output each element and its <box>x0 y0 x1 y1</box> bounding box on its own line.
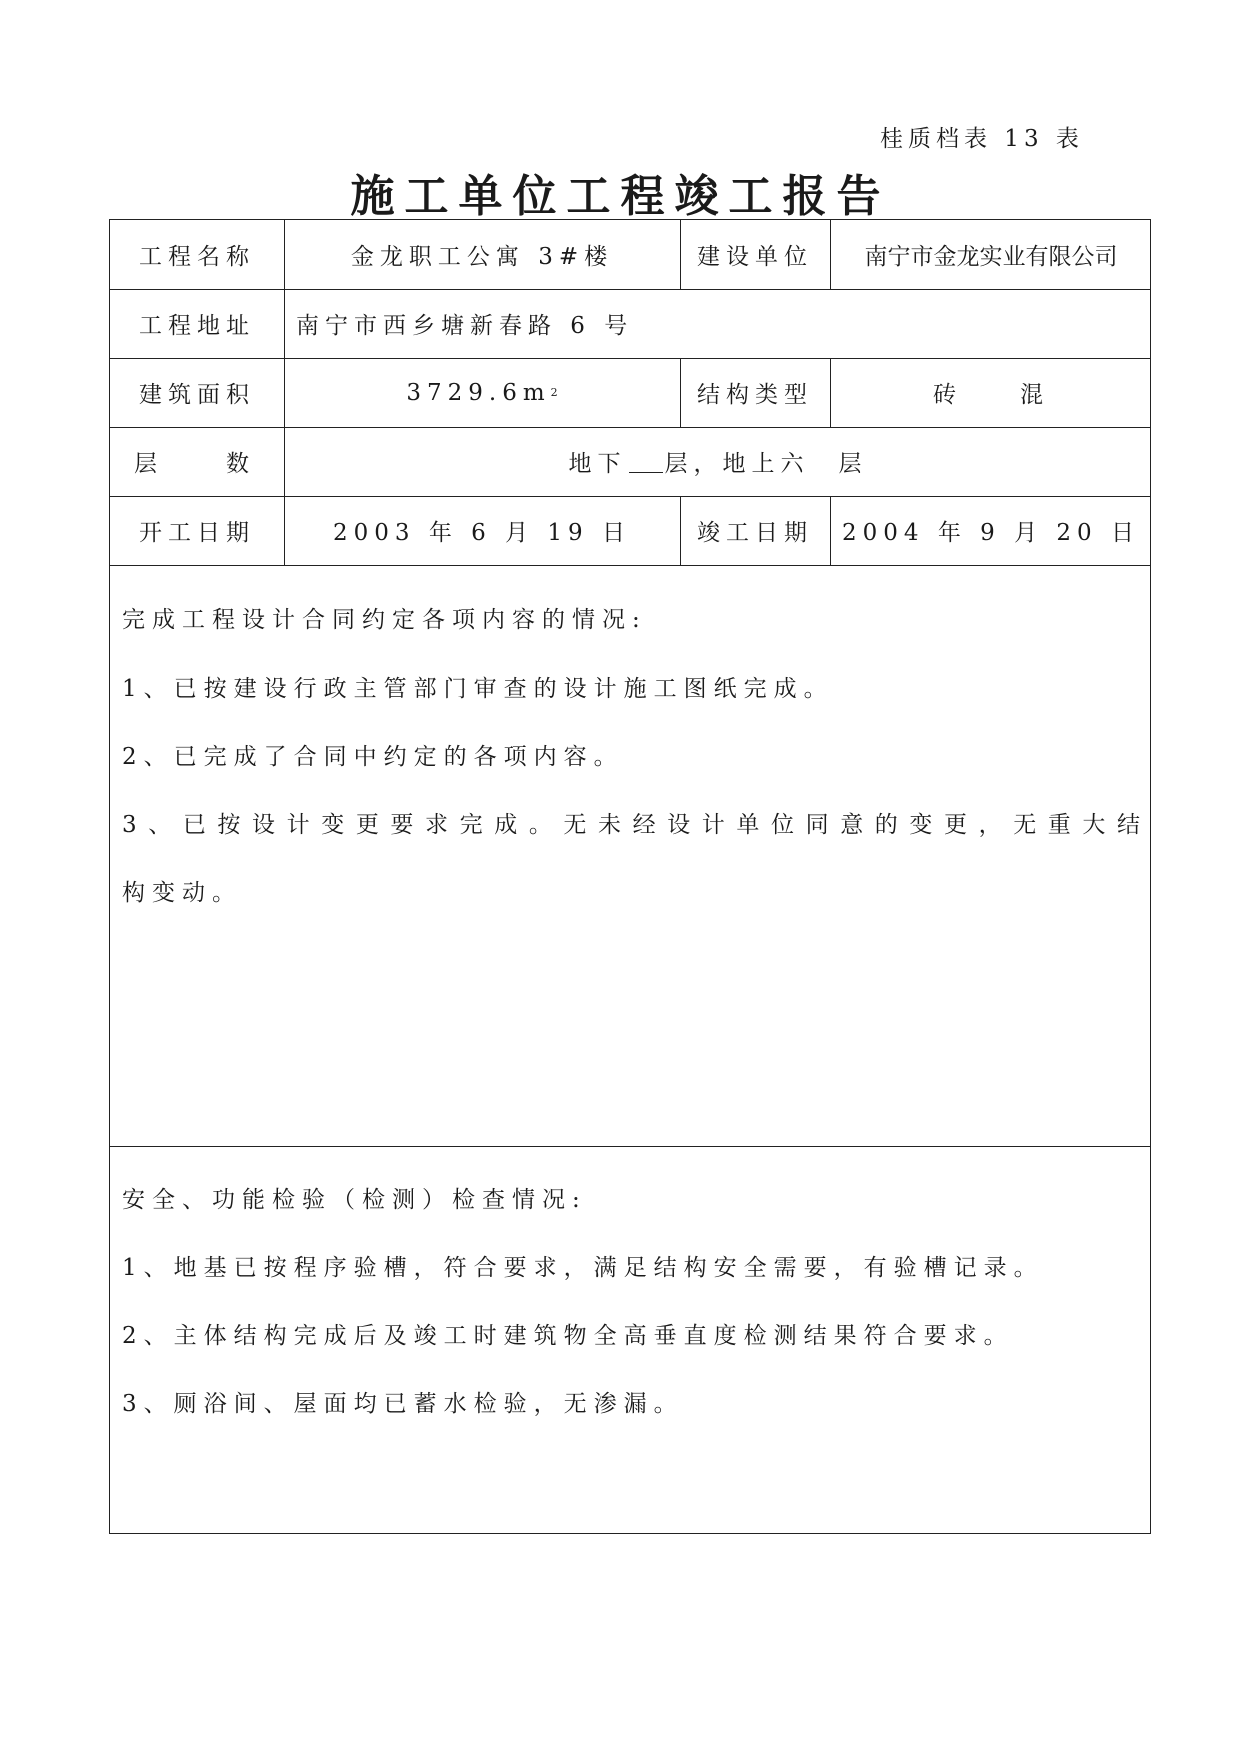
floors-below-blank <box>629 450 663 473</box>
floors-below-prefix: 地下 <box>568 451 627 477</box>
builder-label: 建设单位 <box>697 244 813 270</box>
area-unit-superscript: 2 <box>550 386 558 399</box>
contract-item: 2、已完成了合同中约定的各项内容。 <box>122 744 624 770</box>
structure-value: 砖 混 <box>933 382 1049 408</box>
safety-item: 1、地基已按程序验槽，符合要求，满足结构安全需要，有验槽记录。 <box>122 1255 1044 1281</box>
start-date-label: 开工日期 <box>139 520 255 546</box>
report-form <box>109 219 1151 1534</box>
floors-above: 地上六 层 <box>722 451 868 477</box>
safety-section <box>122 1146 1140 1535</box>
area-value-cell <box>284 358 680 427</box>
area-label: 建筑面积 <box>139 382 255 408</box>
start-date-value: 2003 年 6 月 19 日 <box>333 520 631 546</box>
project-name-value: 金龙职工公寓 3#楼 <box>350 244 614 270</box>
contract-item: 3、已按设计变更要求完成。无未经设计单位同意的变更，无重大结 <box>122 812 1140 838</box>
contract-section <box>122 565 1140 1146</box>
safety-item: 2、主体结构完成后及竣工时建筑物全高垂直度检测结果符合要求。 <box>122 1323 1014 1349</box>
floors-value <box>284 427 1152 496</box>
contract-heading: 完成工程设计合同约定各项内容的情况: <box>122 607 647 633</box>
floors-label: 层 数 <box>134 451 249 477</box>
safety-item: 3、厕浴间、屋面均已蓄水检验，无渗漏。 <box>122 1391 684 1417</box>
finish-date-label: 竣工日期 <box>697 520 813 546</box>
address-value: 南宁市西乡塘新春路 6 号 <box>296 313 634 339</box>
floors-below-suffix: 层， <box>664 451 723 477</box>
contract-item: 1、已按建设行政主管部门审查的设计施工图纸完成。 <box>122 676 834 702</box>
project-name-label: 工程名称 <box>139 244 255 270</box>
finish-date-value: 2004 年 9 月 20 日 <box>842 520 1140 546</box>
contract-item-continuation: 构变动。 <box>122 880 242 906</box>
address-label: 工程地址 <box>139 313 255 339</box>
structure-label: 结构类型 <box>697 382 813 408</box>
page-title: 施工单位工程竣工报告 <box>350 171 891 222</box>
form-number: 桂质档表 13 表 <box>880 126 1084 152</box>
builder-value: 南宁市金龙实业有限公司 <box>864 244 1118 270</box>
area-value: 3729.6m <box>406 379 551 406</box>
safety-heading: 安全、功能检验（检测）检查情况: <box>122 1187 587 1213</box>
